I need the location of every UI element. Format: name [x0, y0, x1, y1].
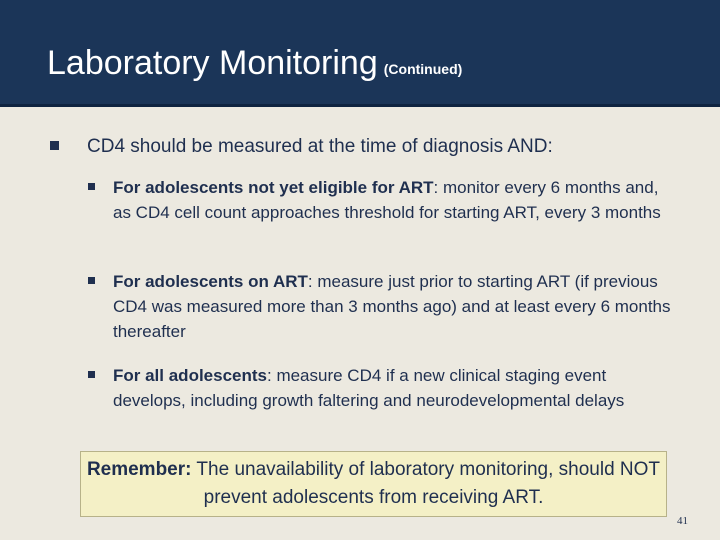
square-bullet-icon [50, 141, 59, 150]
title-suffix: (Continued) [383, 61, 463, 77]
remember-note [80, 451, 667, 517]
square-bullet-icon [88, 183, 95, 190]
sub-bullet-text [113, 363, 678, 413]
sub-bullet-text [113, 269, 678, 344]
sub-bullet-bold: For all adolescents [113, 366, 267, 385]
square-bullet-icon [88, 371, 95, 378]
sub-bullet-bold: For adolescents not yet eligible for ART [113, 178, 434, 197]
slide-header [0, 0, 720, 107]
note-text: The unavailability of laboratory monitoring, should NOT prevent adolescents from receiving ART. [191, 459, 661, 508]
sub-bullet-rest: : measure CD4 if a new clinical staging event develops, including growth faltering and neurodevelopmental delays [113, 366, 625, 410]
main-bullet-text: CD4 should be measured at the time of diagnosis AND: [87, 136, 553, 157]
square-bullet-icon [88, 277, 95, 284]
sub-bullet-rest: : monitor every 6 months and, as CD4 cell count approaches threshold for starting ART, every 3 months [113, 178, 661, 222]
slide-title [47, 44, 462, 83]
sub-bullet-rest: : measure just prior to starting ART (if previous CD4 was measured more than 3 months ago) and at least every 6 months thereafter [113, 272, 671, 341]
note-bold: Remember: [86, 459, 192, 480]
sub-bullet-bold: For adolescents on ART [113, 272, 308, 291]
sub-bullet-text [113, 175, 678, 225]
page-number: 41 [677, 515, 688, 527]
title-text: Laboratory Monitoring [47, 44, 378, 82]
